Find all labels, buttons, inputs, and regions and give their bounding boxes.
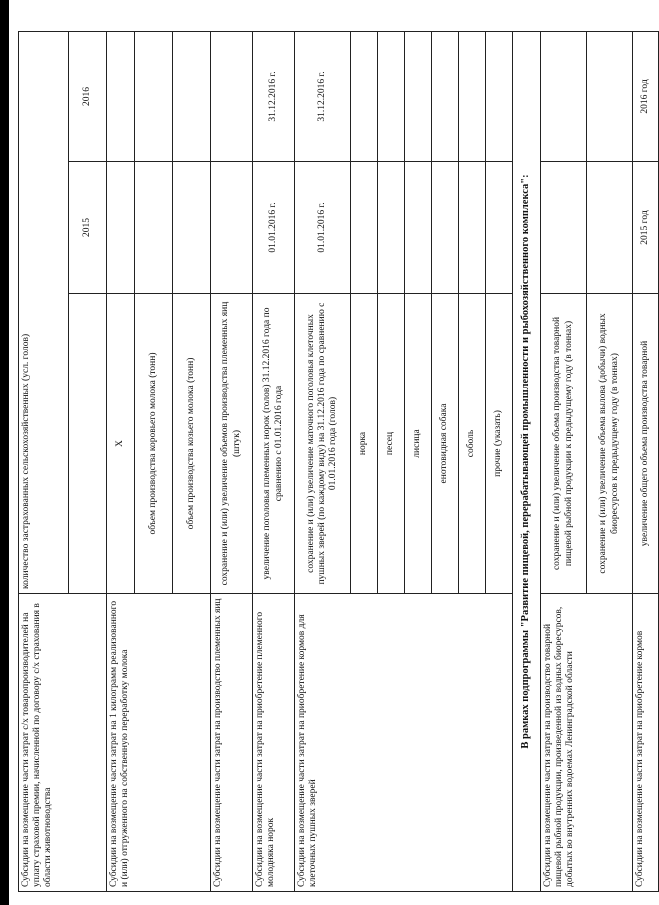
feed-indicator-cell: увеличение общего объема производства товарной bbox=[633, 294, 659, 594]
table-row bbox=[107, 31, 135, 891]
empty-cell bbox=[107, 31, 135, 161]
empty-cell bbox=[459, 162, 486, 294]
rotated-page bbox=[18, 32, 650, 892]
feed-year-2016-cell: 2016 год bbox=[633, 31, 659, 161]
table-row bbox=[633, 31, 659, 891]
mink-indicator-cell: увеличение поголовья племенных норок (голов) 31.12.2016 года по сравнению с 01.01.2016 года bbox=[253, 294, 295, 594]
fur-date-start-cell: 01.01.2016 г. bbox=[295, 162, 351, 294]
empty-cell bbox=[432, 31, 459, 161]
empty-cell bbox=[405, 162, 432, 294]
insurance-indicator-cell: количество застрахованных сельскохозяйственных (усл. голов) bbox=[19, 31, 69, 593]
table-row bbox=[19, 31, 69, 891]
empty-cell bbox=[486, 31, 513, 161]
empty-cell bbox=[135, 31, 173, 161]
year-2015-cell: 2015 bbox=[69, 162, 107, 294]
fur-subsidy-cell: Субсидии на возмещение части затрат на приобретение кормов для клеточных пушных зверей bbox=[295, 594, 513, 892]
empty-cell bbox=[69, 294, 107, 594]
eggs-indicator-cell: сохранение и (или) увеличение объемов производства племенных яиц (штук) bbox=[211, 294, 253, 594]
empty-cell bbox=[173, 162, 211, 294]
empty-cell bbox=[587, 162, 633, 294]
fish-subsidy-cell: Субсидии на возмещение части затрат на производство товарной пищевой рыбной продукции, произведенной из водных биоресурсов, добытых во внутренних водоемах Ленинградской области bbox=[541, 594, 633, 892]
subsidy-table-container bbox=[18, 32, 650, 892]
table-row bbox=[295, 31, 351, 891]
empty-cell bbox=[173, 31, 211, 161]
fur-date-end-cell: 31.12.2016 г. bbox=[295, 31, 351, 161]
empty-cell bbox=[541, 162, 587, 294]
empty-cell bbox=[432, 162, 459, 294]
mink-date-start-cell: 01.01.2016 г. bbox=[253, 162, 295, 294]
species-sable-cell: соболь bbox=[459, 294, 486, 594]
species-arctic-fox-cell: песец bbox=[378, 294, 405, 594]
table-row bbox=[253, 31, 295, 891]
fur-indicator-cell: сохранение и (или) увеличение маточного поголовья клеточных пушных зверей (по каждому виду) на 31.12.2016 года по сравнению с 01.01.2016 года (голов) bbox=[295, 294, 351, 594]
insurance-subsidy-cell: Субсидии на возмещение части затрат с/х товаропроизводителей на уплату страховой премии, начисленной по договору с/х страхования в области животноводства bbox=[19, 594, 107, 892]
empty-cell bbox=[378, 31, 405, 161]
x-mark-cell: Х bbox=[107, 294, 135, 594]
scan-edge-bar bbox=[0, 0, 9, 905]
feed-subsidy-cell: Субсидии на возмещение части затрат на приобретение кормов bbox=[633, 594, 659, 892]
mink-date-end-cell: 31.12.2016 г. bbox=[253, 31, 295, 161]
milk-subsidy-cell: Субсидии на возмещение части затрат на 1 килограмм реализованного и (или) отгруженного на собственную переработку молока bbox=[107, 594, 211, 892]
empty-cell bbox=[486, 162, 513, 294]
species-other-cell: прочие (указать) bbox=[486, 294, 513, 594]
empty-cell bbox=[351, 31, 378, 161]
empty-cell bbox=[107, 162, 135, 294]
species-fox-cell: лисица bbox=[405, 294, 432, 594]
eggs-subsidy-cell: Субсидии на возмещение части затрат на производство племенных яиц bbox=[211, 594, 253, 892]
goat-milk-cell: объем производства козьего молока (тонн) bbox=[173, 294, 211, 594]
cow-milk-cell: объем производства коровьего молока (тонн) bbox=[135, 294, 173, 594]
feed-year-2015-cell: 2015 год bbox=[633, 162, 659, 294]
table-row bbox=[211, 31, 253, 891]
mink-subsidy-cell: Субсидии на возмещение части затрат на приобретение племенного молодняка норок bbox=[253, 594, 295, 892]
fish-product-indicator-cell: сохранение и (или) увеличение объема производства товарной пищевой рыбной продукции к предыдущему году (в тоннах) bbox=[541, 294, 587, 594]
fish-catch-indicator-cell: сохранение и (или) увеличение объема вылова (добычи) водных биоресурсов к предыдущему году (в тоннах) bbox=[587, 294, 633, 594]
table-row bbox=[513, 31, 541, 891]
empty-cell bbox=[211, 162, 253, 294]
table-row bbox=[541, 31, 587, 891]
empty-cell bbox=[378, 162, 405, 294]
species-raccoon-dog-cell: енотовидная собака bbox=[432, 294, 459, 594]
empty-cell bbox=[135, 162, 173, 294]
empty-cell bbox=[351, 162, 378, 294]
empty-cell bbox=[541, 31, 587, 161]
empty-cell bbox=[405, 31, 432, 161]
empty-cell bbox=[211, 31, 253, 161]
subsidy-table bbox=[18, 31, 659, 892]
empty-cell bbox=[587, 31, 633, 161]
empty-cell bbox=[459, 31, 486, 161]
species-mink-cell: норка bbox=[351, 294, 378, 594]
subprogram-section-heading: В рамках подпрограммы "Развитие пищевой, перерабатывающей промышленности и рыбохозяйственного комплекса": bbox=[513, 31, 541, 891]
year-2016-cell: 2016 bbox=[69, 31, 107, 161]
